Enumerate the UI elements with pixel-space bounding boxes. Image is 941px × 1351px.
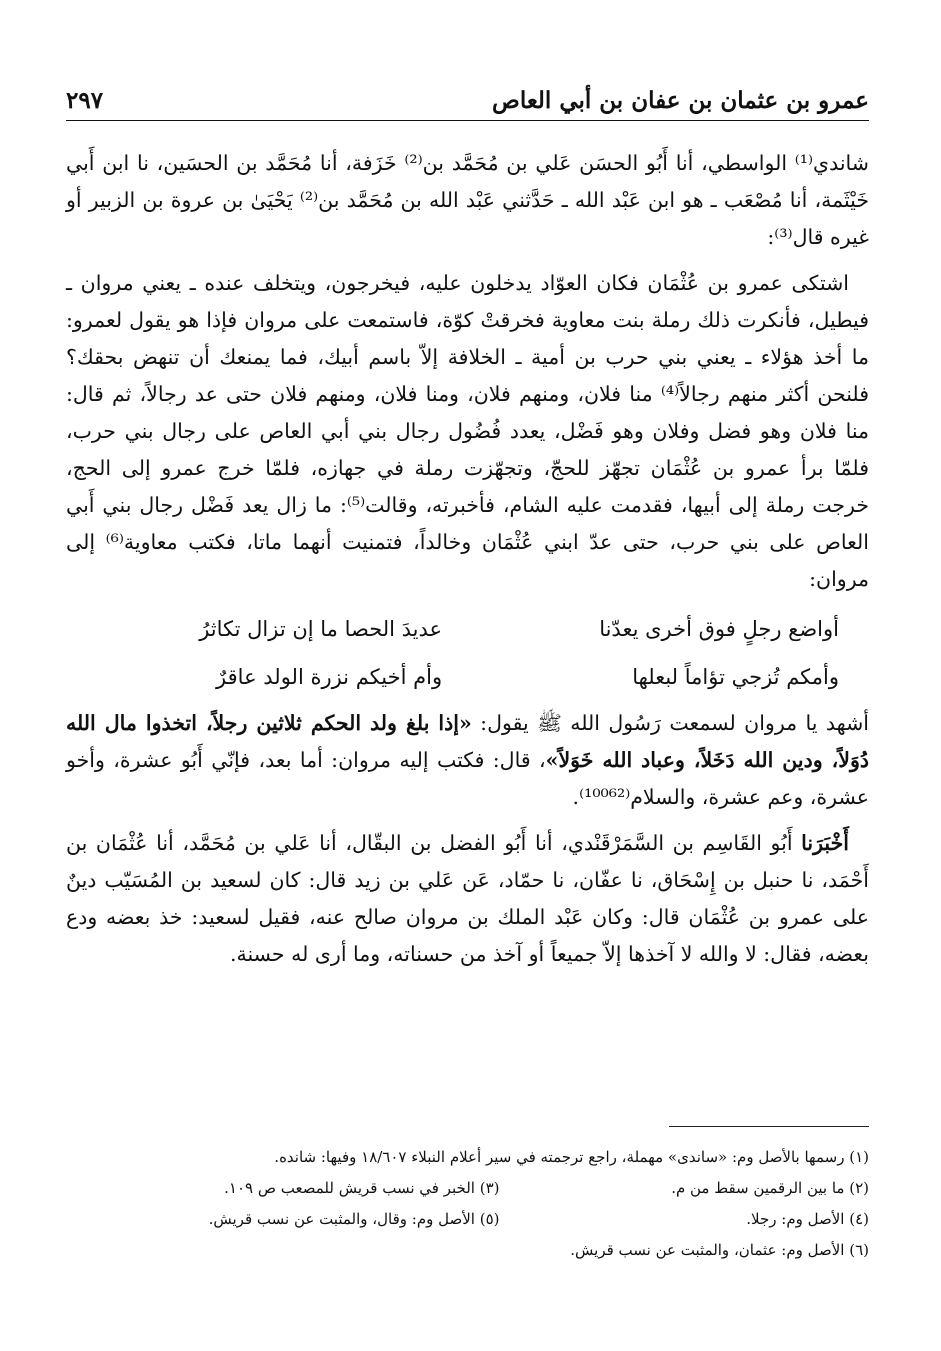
header-title: عمرو بن عثمان بن عفان بن أبي العاص [492,87,869,114]
running-header [66,84,869,121]
paragraph-report [66,825,869,973]
footnote-4: (٤) الأصل وم: رجلا. [746,1210,869,1228]
main-text [66,145,869,973]
report-text: أَبُو القَاسِم بن السَّمَرْقَنْدي، أنا أَبُو الفضل بن البقّال، أنا عَلي بن مُحَمَّد، أنا عُثْمَان بن أَحْمَد، نا حنبل بن إِسْحَاق، نا عفّان، نا حمّاد، عَن عَلي بن زيد قال: كان لسعيد بن المُسَيّب دينٌ على عمرو بن عُثْمَان قال: وكان عَبْد الملك بن مروان صالح عنه، فقيل لسعيد: خذ بعضه ودع بعضه، فقال: لا والله لا آخذها إلاّ جميعاً أو آخذ من حسناته، وما أرى له حسنة. [66,831,869,966]
verse-line [66,605,869,653]
footnote-row [130,1235,869,1266]
verse-line [66,653,869,701]
page-number: ٢٩٧ [66,87,104,114]
footnotes [130,1142,869,1266]
verse-hemistich-second: وأم أخيكم نزرة الولد عاقرٌ [216,665,443,689]
hadith-lead: أشهد يا مروان لسمعت رَسُول الله ﷺ يقول: [471,711,869,735]
footnote-row [130,1173,869,1204]
verse-hemistich-first: وأمكم تُزجي تؤاماً لبعلها [632,665,839,689]
poem [66,605,869,701]
verse-hemistich-first: أواضع رجلٍ فوق أخرى يعدّنا [599,617,839,641]
hadith-quote: «إذا بلغ ولد الحكم ثلاثين رجلاً، اتخذوا مال الله دُوَلاً، ودين الله دَخَلاً، وعباد الله خَوَلاً» [66,711,869,772]
akhbarana-keyword: أَخْبَرَنا [801,831,849,855]
footnote-5: (٥) الأصل وم: وقال، والمثبت عن نسب قريش. [208,1210,500,1228]
paragraph-isnad: شاندي⁽¹⁾ الواسطي، أنا أَبُو الحسَن عَلي بن مُحَمَّد بن⁽²⁾ خَزَفة، أنا مُحَمَّد بن الحسَين، نا ابن أَبي خَيْثَمة، أنا مُصْعَب ـ هو ابن عَبْد الله ـ حَدَّثني عَبْد الله بن مُحَمَّد بن⁽²⁾ يَحْيَىٰ بن عروة بن الزبير أو غيره قال⁽³⁾: [66,151,870,249]
paragraph-narrative: اشتكى عمرو بن عُثْمَان فكان العوّاد يدخلون عليه، فيخرجون، ويتخلف عنده ـ يعني مروان ـ فيطيل، فأنكرت ذلك رملة بنت معاوية فخرقتْ كوّة، فاستمعت على مروان فإذا هو يقول لعمرو: ما أخذ هؤلاء ـ يعني بني حرب بن أمية ـ الخلافة إلاّ باسم أبيك، فما يمنعك أن تنهض بحقك؟ فلنحن أكثر منهم رجالاً⁽⁴⁾ منا فلان، ومنهم فلان، ومنا فلان، ومنهم فلان حتى عد رجالاً، ثم قال: منا فلان وهو فضل وفلان وهو فَضْل، يعدد فُضُول رجال بني أبي العاص على رجال بني حرب، فلمّا برأ عمرو بن عُثْمَان تجهّز للحجّ، وتجهّزت رملة في جهازه، فلمّا خرج عمرو إلى الحج، خرجت رملة إلى أبيها، فقدمت عليه الشام، فأخبرته، وقالت⁽⁵⁾: ما زال يعد فَضْل رجال بني أَبي العاص على بني حرب، حتى عدّ ابني عُثْمَان وخالداً، فتمنيت أنهما ماتا، فكتب معاوية⁽⁶⁾ إلى مروان: [66,271,869,591]
footnote-2: (٢) ما بين الرقمين سقط من م. [671,1179,869,1197]
footnote-row [130,1204,869,1235]
paragraph-hadith [66,705,869,816]
verse-hemistich-second: عديدَ الحصا ما إن تزال تكاثرُ [199,617,443,641]
footnote-1: (١) رسمها بالأصل وم: «ساندى» مهملة، راجع ترجمته في سير أعلام النبلاء ١٨/٦٠٧ وفيها: شانده. [274,1148,869,1166]
hadith-tail: ، قال: فكتب إليه مروان: أما بعد، فإنّي أَبُو عشرة، وأخو عشرة، وعم عشرة، والسلام⁽¹⁰⁰⁶²⁾. [66,748,869,809]
footnote-6: (٦) الأصل وم: عثمان، والمثبت عن نسب قريش. [570,1241,869,1259]
footnote-3: (٣) الخبر في نسب قريش للمصعب ص ١٠٩. [224,1179,500,1197]
footnote-divider [669,1126,869,1127]
footnote-row [130,1142,869,1173]
